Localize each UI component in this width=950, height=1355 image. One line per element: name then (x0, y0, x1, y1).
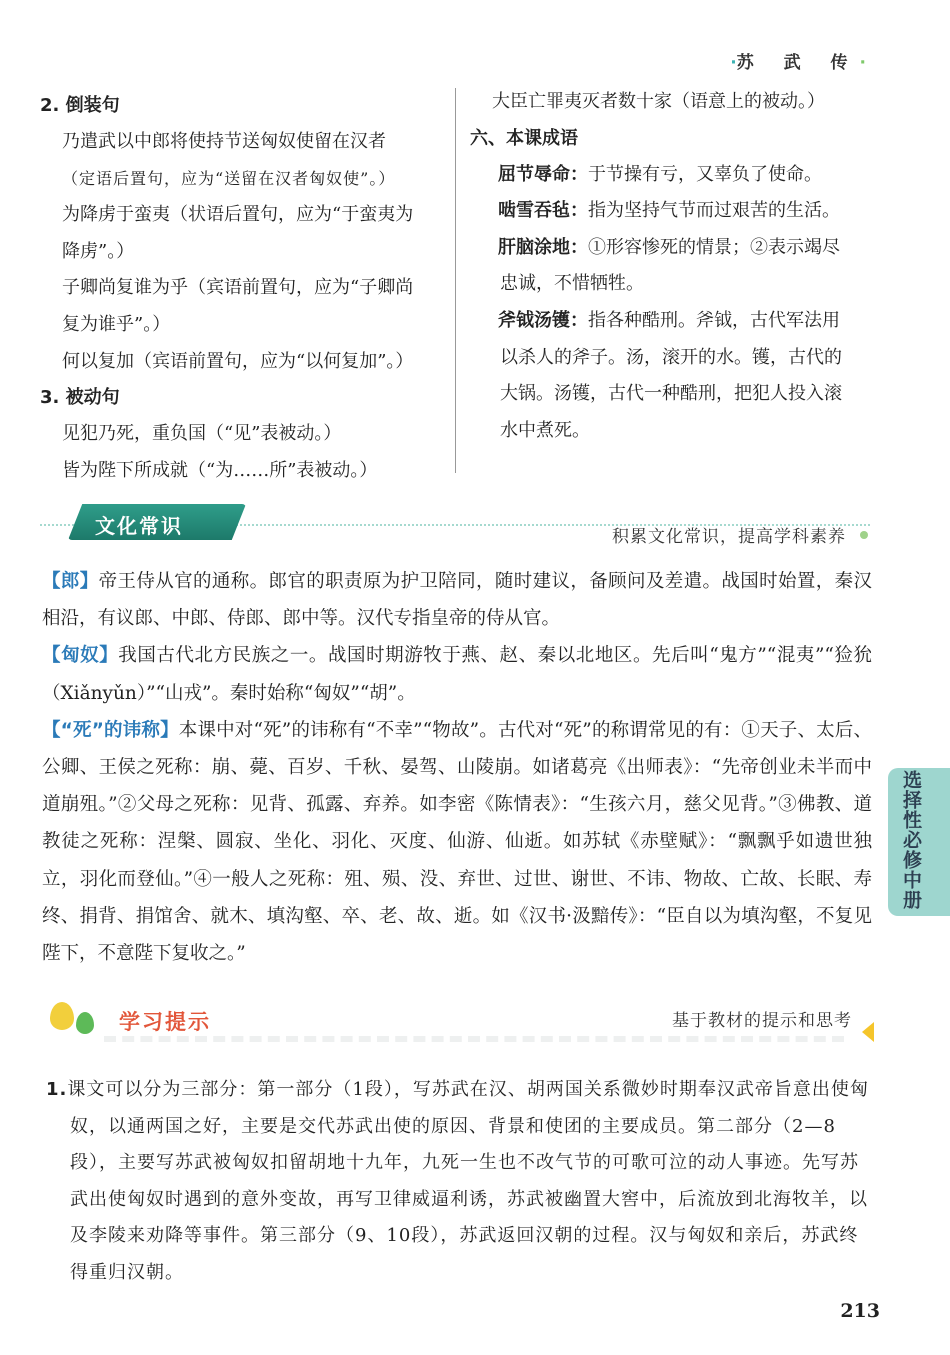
idiom-definition: 于节操有亏，又辜负了使命。 (588, 163, 822, 185)
idiom-term: 屈节辱命： (498, 163, 588, 185)
text-line: 大臣亡罪夷灭者数十家（语意上的被动。） (492, 91, 825, 112)
culture-subtitle: 积累文化常识，提高学科素养 (612, 527, 846, 547)
running-head-title: 苏 武 传 (736, 53, 860, 73)
idiom-term: 啮雪吞毡： (498, 200, 588, 222)
left-column (40, 88, 445, 489)
banner-dashed-line (104, 1036, 844, 1048)
tips-item-text: 课文可以分为三部分：第一部分（1段），写苏武在汉、胡两国关系微妙时期奉汉武帝旨意出使匈奴，以通两国之好，主要是交代苏武出使的原因、背景和使团的主要成员。第二部分（2—8段），主要写苏武被匈奴扣留胡地十九年，九死一生也不改气节的可歌可泣的动人事迹。先写苏武出使匈奴时遇到的意外变故，再写卫律威逼利诱，苏武被幽置大窖中，后流放到北海牧羊，以及李陵来劝降等事件。第三部分（9、10段），苏武返回汉朝的过程。汉与匈奴和亲后，苏武终得重归汉朝。 (67, 1079, 869, 1283)
column-divider (455, 88, 456, 473)
side-tab-label: 选择性必修中册 (900, 770, 922, 910)
bullet-dot-icon: · (730, 53, 737, 73)
text-line: 降虏”。） (62, 240, 135, 262)
text-line: 见犯乃死，重负国（“见”表被动。） (62, 423, 342, 445)
tips-subtitle: 基于教材的提示和思考 (672, 1011, 852, 1031)
idiom-definition: 指各种酷刑。斧钺，古代军法用 (588, 309, 840, 331)
culture-body (42, 563, 872, 972)
culture-entry-text: 我国古代北方民族之一。战国时期游牧于燕、赵、秦以北地区。先后叫“鬼方”“混夷”“猃狁（Xiǎnyǔn）”“山戎”。秦时始称“匈奴”“胡”。 (42, 645, 872, 704)
page-number: 213 (840, 1300, 880, 1322)
culture-entry-tag: 【郎】 (42, 571, 99, 592)
culture-entry-tag: 【“死”的讳称】 (42, 719, 179, 741)
culture-banner (40, 504, 870, 546)
culture-title: 文化常识 (95, 514, 183, 538)
chevron-left-icon (862, 1022, 874, 1042)
tips-item (46, 1072, 876, 1292)
text-line: 乃遣武以中郎将使持节送匈奴使留在汉者 (62, 131, 386, 152)
idiom-definition: 指为坚持气节而过艰苦的生活。 (588, 200, 840, 222)
idiom-definition: 大锅。汤镬，古代一种酷刑，把犯人投入滚 (500, 383, 842, 405)
text-line: 复为谁乎”。） (62, 313, 171, 335)
culture-entry-text: 帝王侍从官的通称。郎官的职责原为护卫陪同，随时建议，备顾问及差遣。战国时始置，秦汉相沿，有议郎、中郎、侍郎、郎中等。汉代专指皇帝的侍从官。 (42, 571, 872, 630)
text-line: 子卿尚复谁为乎（宾语前置句，应为“子卿尚 (62, 277, 414, 299)
tips-item-number: 1. (46, 1079, 68, 1100)
side-chapter-tab (888, 768, 950, 916)
section-title: 2. 倒装句 (40, 95, 120, 116)
culture-entry-tag: 【匈奴】 (42, 645, 119, 667)
leaf-icon (50, 1002, 74, 1030)
idiom-definition: 以杀人的斧子。汤，滚开的水。镬，古代的 (500, 346, 842, 368)
tips-banner (44, 996, 874, 1050)
text-line: 皆为陛下所成就（“为……所”表被动。） (62, 459, 378, 481)
idiom-entry (470, 230, 880, 267)
text-line: 为降虏于蛮夷（状语后置句，应为“于蛮夷为 (62, 204, 414, 226)
idiom-term: 斧钺汤镬： (498, 309, 588, 331)
idiom-definition: 水中煮死。 (500, 419, 590, 441)
right-column (470, 84, 880, 449)
culture-entry-text: 本课中对“死”的讳称有“不幸”“物故”。古代对“死”的称谓常见的有：①天子、太后、公卿、王侯之死称：崩、薨、百岁、千秋、晏驾、山陵崩。如诸葛亮《出师表》：“先帝创业未半而中道崩殂。”②父母之死称：见背、孤露、弃养。如李密《陈情表》：“生孩六月，慈父见背。”③佛教、道教徒之死称：涅槃、圆寂、坐化、羽化、灭度、仙游、仙逝。如苏轼《赤壁赋》：“飘飘乎如遗世独立，羽化而登仙。”④一般人之死称：殂、殒、没、弃世、过世、谢世、不讳、物故、亡故、长眠、寿终、捐背、捐馆舍、就木、填沟壑、卒、老、故、逝。如《汉书·汲黯传》：“臣自以为填沟壑，不复见陛下，不意陛下复收之。” (42, 719, 872, 965)
tips-body (46, 1072, 876, 1292)
idiom-definition: 忠诚，不惜牺牲。 (500, 273, 644, 295)
idiom-definition: ①形容惨死的情景；②表示竭尽 (588, 236, 840, 258)
idiom-entry (470, 303, 880, 340)
section-title: 六、本课成语 (470, 127, 578, 149)
leaf-icon (76, 1012, 94, 1034)
idiom-entry (470, 193, 880, 230)
section-title: 3. 被动句 (40, 387, 120, 409)
bullet-dot-icon: · (859, 53, 866, 73)
text-line: 何以复加（宾语前置句，应为“以何复加”。） (62, 350, 414, 372)
text-line: （定语后置句，应为“送留在汉者匈奴使”。） (62, 168, 396, 188)
tips-title: 学习提示 (119, 1010, 211, 1034)
idiom-term: 肝脑涂地： (498, 236, 588, 258)
idiom-entry (470, 157, 880, 194)
leaf-dot-icon (860, 531, 868, 539)
running-head (730, 48, 866, 73)
